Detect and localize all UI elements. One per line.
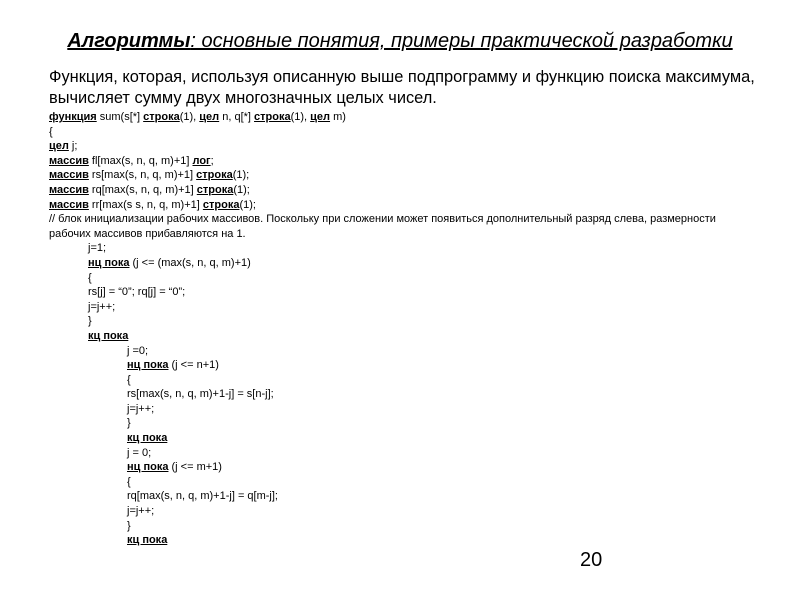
keyword: массив [49,154,89,167]
keyword: нц пока [127,461,169,474]
code-line: rq[max(s, n, q, m)+1-j] = q[m-j]; [127,490,278,503]
keyword: нц пока [127,359,169,372]
keyword: кц пока [127,534,168,547]
code-line: { [49,125,53,138]
keyword: нц пока [88,256,130,269]
code-line: цел j; [49,140,78,153]
keyword: кц пока [88,329,129,342]
intro-paragraph: Функция, которая, используя описанную выше подпрограмму и функцию поиска максимума, вычисляет сумму двух многозначных целых чисел. [49,68,755,107]
code-line: } [88,315,92,328]
code-line: rs[j] = “0”; rq[j] = “0”; [88,286,186,299]
code-line: { [88,271,92,284]
code-line: } [127,519,131,532]
code-line: j=1; [88,242,107,255]
code-line: j=j++; [127,402,155,415]
code-line: { [127,373,131,386]
code-line: rs[max(s, n, q, m)+1-j] = s[n-j]; [127,388,274,401]
keyword: цел [310,111,331,123]
slide-title [0,30,800,53]
code-line [49,329,749,344]
keyword: массив [49,183,89,196]
code-line: j=j++; [127,505,155,518]
code-line: массив rr[max(s s, n, q, m)+1] строка(1); [49,198,256,211]
code-line: } [127,417,131,430]
page-number: 20 [580,549,603,571]
code-line [49,533,749,548]
function-header: функция sum(s[*] строка(1), цел n, q[*] строка(1), цел m) [49,111,346,123]
keyword: кц пока [127,432,168,445]
keyword: строка [196,169,233,182]
code-listing [49,110,749,548]
code-line: j=j++; [88,300,116,313]
keyword: строка [202,198,240,211]
keyword: лог [192,154,211,167]
code-comment: // блок инициализации рабочих массивов. Поскольку при сложении может появиться дополнительный разряд слева, размерности рабочих массивов прибавляются на 1. [49,213,716,240]
keyword: массив [49,169,89,182]
code-line: j =0; [127,344,149,357]
code-line: нц пока (j <= m+1) [127,461,222,474]
keyword: цел [49,140,69,153]
code-line: массив rs[max(s, n, q, m)+1] строка(1); [49,169,250,182]
keyword: функция [49,111,97,123]
keyword: строка [196,183,234,196]
code-line: нц пока (j <= (max(s, n, q, m)+1) [88,256,251,269]
code-line: нц пока (j <= n+1) [127,359,219,372]
title-rest: : основные понятия, примеры практической разработки [190,30,733,52]
code-line [49,431,749,446]
keyword: массив [49,198,89,211]
code-line: массив rq[max(s, n, q, m)+1] строка(1); [49,183,250,196]
keyword: строка [143,111,180,123]
keyword: строка [254,111,291,123]
code-line: массив fl[max(s, n, q, m)+1] лог; [49,154,214,167]
title-main: Алгоритмы [67,30,191,52]
code-line: j = 0; [127,446,152,459]
code-line: { [127,475,131,488]
keyword: цел [199,111,220,123]
